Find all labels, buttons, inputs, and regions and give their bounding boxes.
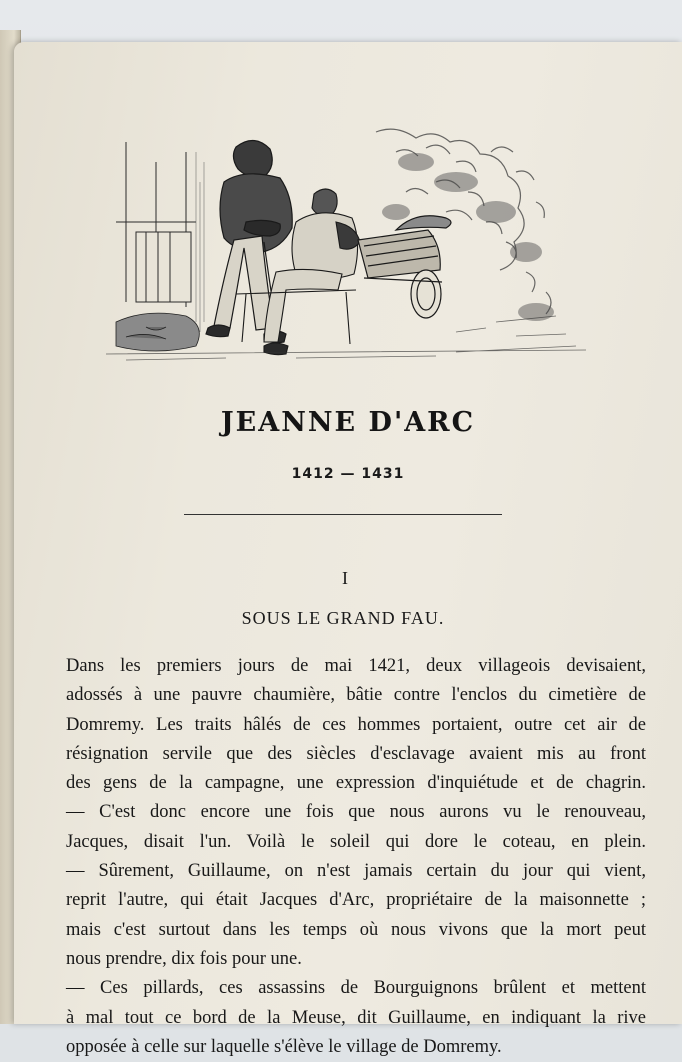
text-line: Dans les premiers jours de mai 1421, deux villageois devisaient, xyxy=(66,656,646,676)
text-line: — Ces pillards, ces assassins de Bourguignons brûlent et mettent xyxy=(66,978,646,999)
text-line: adossés à une pauvre chaumière, bâtie contre l'enclos du cimetière de xyxy=(66,685,646,706)
title-rule xyxy=(184,514,502,515)
engraving-illustration xyxy=(96,122,586,372)
text-line: des gens de la campagne, une expression d'inquiétude et de chagrin. xyxy=(66,773,646,794)
text-line: — Sûrement, Guillaume, on n'est jamais certain du jour qui vient, xyxy=(66,861,646,882)
chapter-body xyxy=(66,652,646,1062)
text-line: Domremy. Les traits hâlés de ces hommes portaient, outre cet air de xyxy=(66,714,646,735)
book-page xyxy=(14,42,682,1057)
chapter-number: I xyxy=(342,568,348,588)
chapter-title: SOUS LE GRAND FAU. xyxy=(241,608,445,628)
date-range: 1412 — 1431 xyxy=(291,466,405,482)
text-line: opposée à celle sur laquelle s'élève le village de Domremy. xyxy=(66,1036,502,1057)
text-line: Jacques, disait l'un. Voilà le soleil qui dore le coteau, en plein. xyxy=(66,831,646,852)
page-title: JEANNE D'ARC xyxy=(220,407,476,438)
text-line: reprit l'autre, qui était Jacques d'Arc, propriétaire de la maisonnette ; xyxy=(66,890,646,911)
text-line: résignation servile que des siècles d'esclavage avaient mis au front xyxy=(66,743,646,764)
text-line: à mal tout ce bord de la Meuse, dit Guillaume, en indiquant la rive xyxy=(66,1007,646,1028)
text-line: mais c'est surtout dans les temps où nous vivons que la mort peut xyxy=(66,919,646,940)
text-line: nous prendre, dix fois pour une. xyxy=(66,948,302,969)
text-line: — C'est donc encore une fois que nous aurons vu le renouveau, xyxy=(66,802,646,823)
